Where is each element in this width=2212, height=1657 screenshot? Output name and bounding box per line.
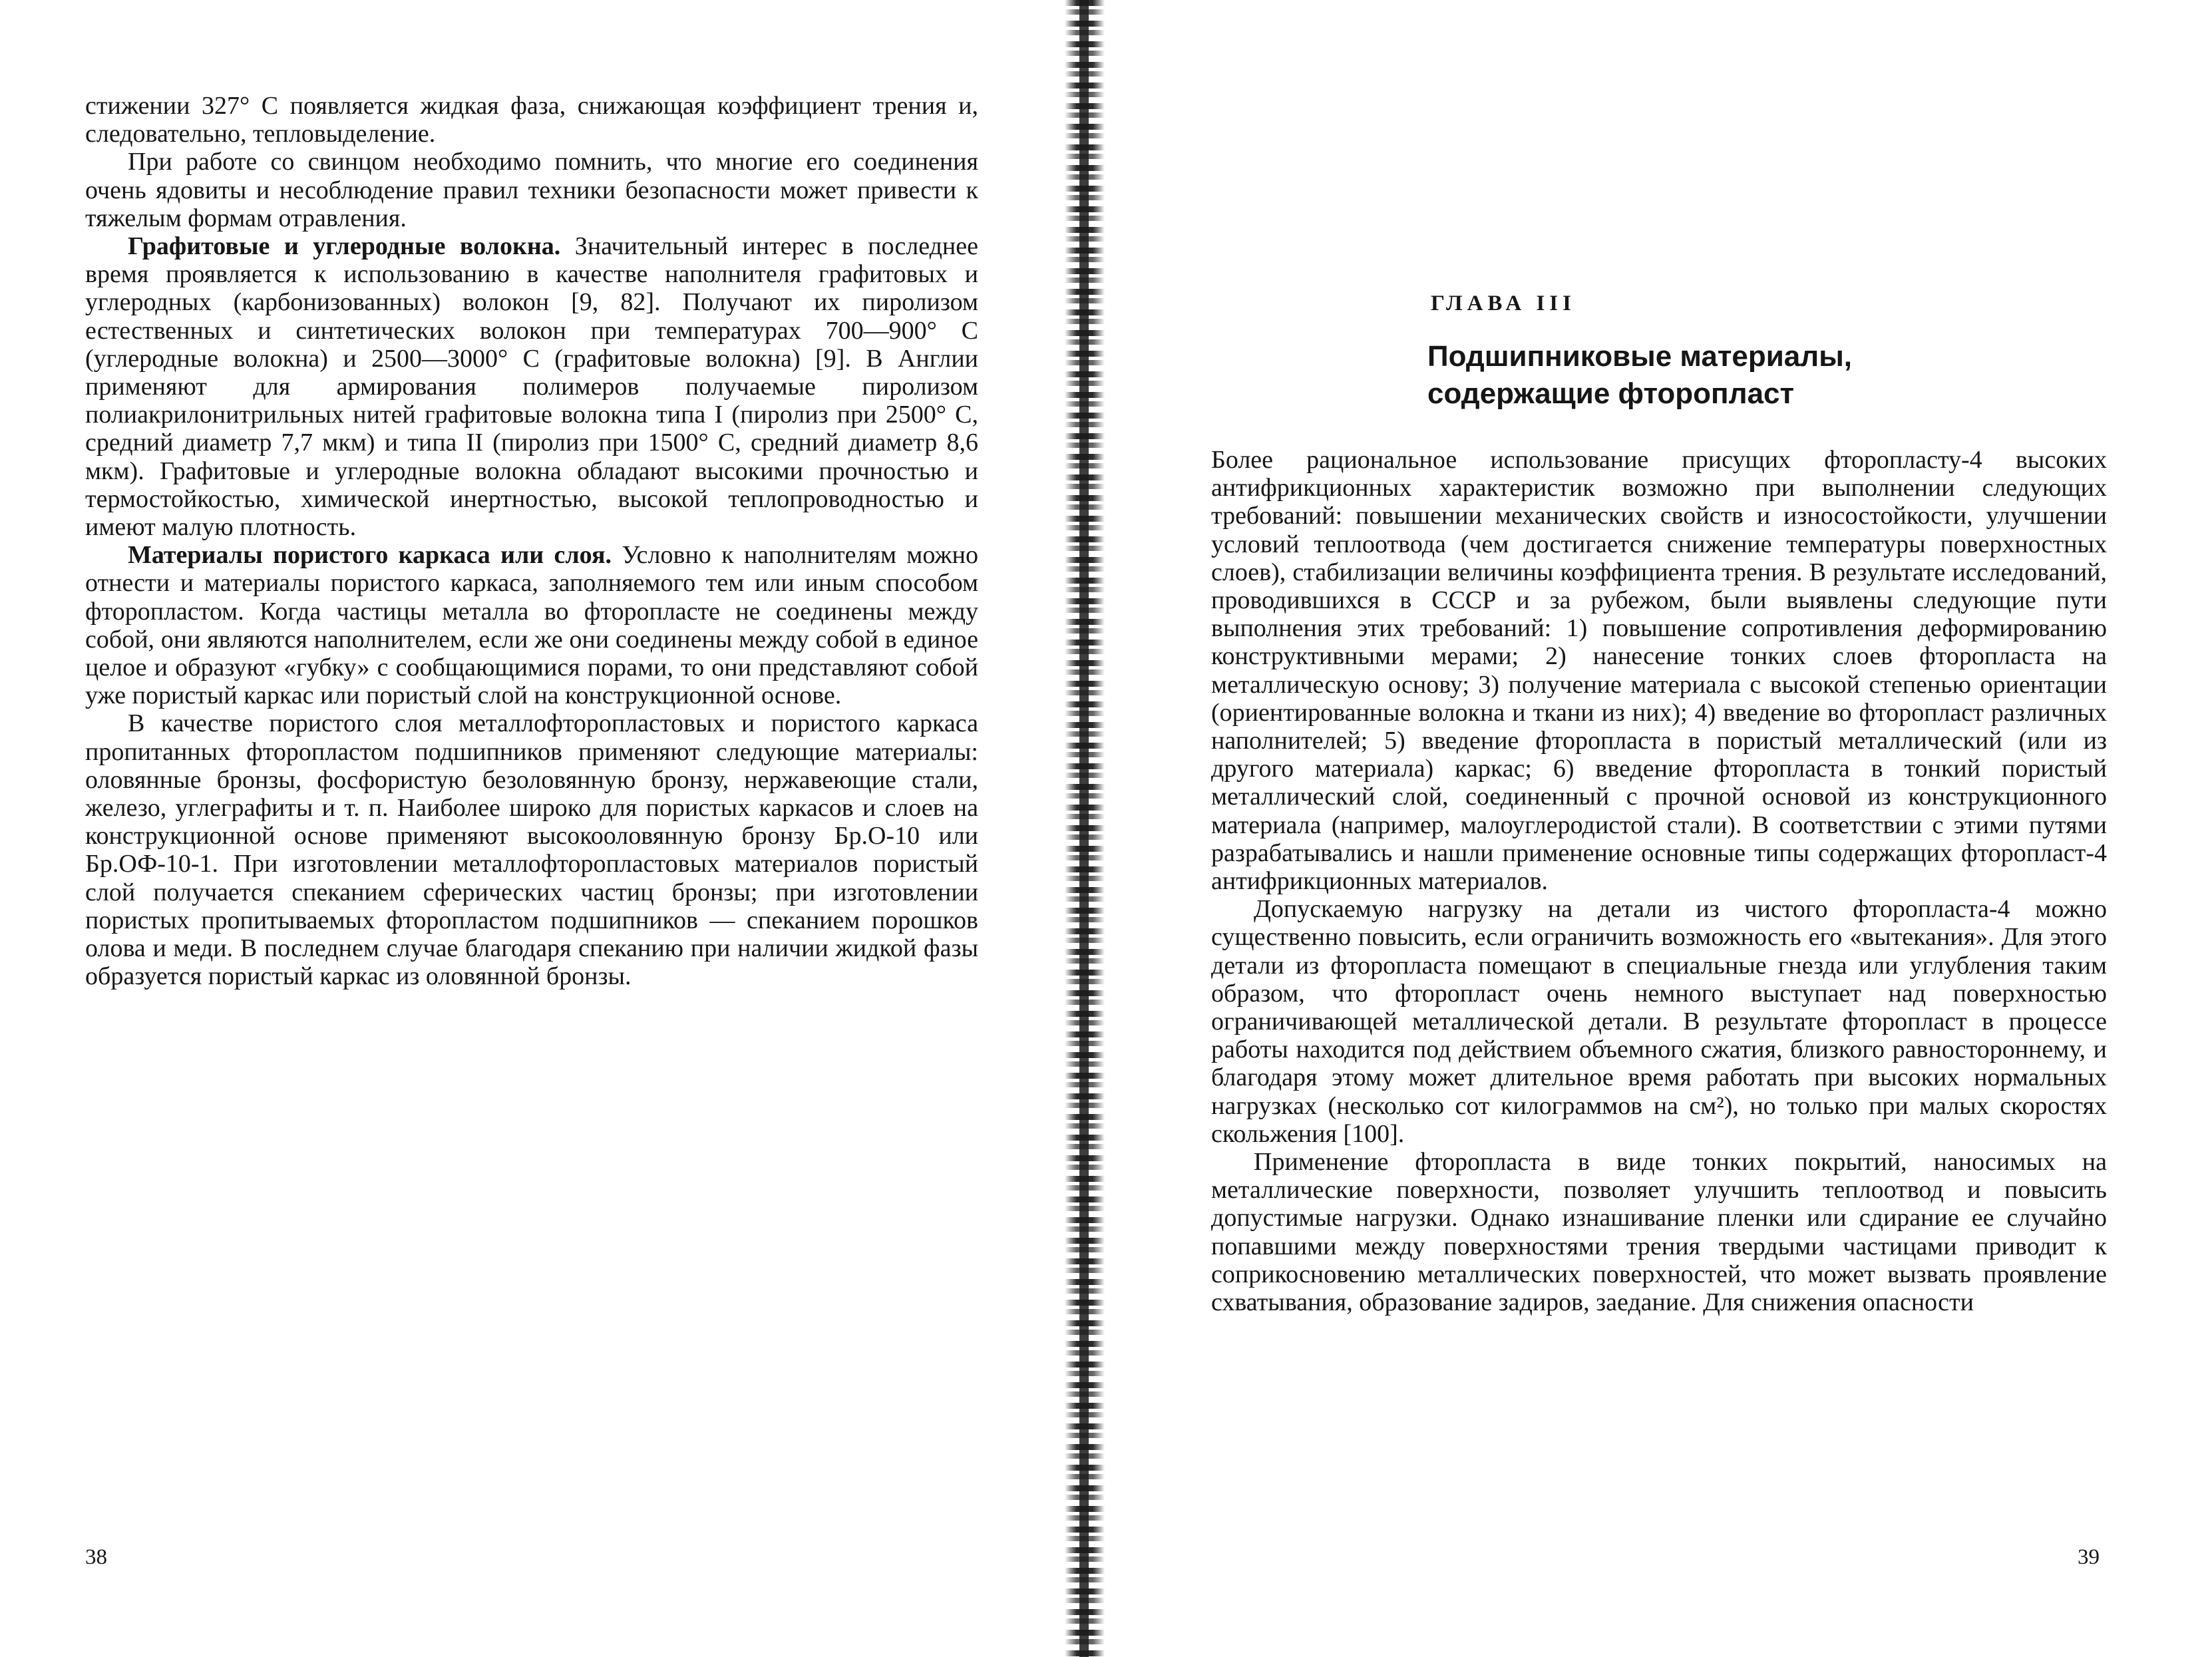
paragraph-heading: Материалы пористого каркаса или слоя. bbox=[128, 541, 612, 570]
left-paragraph-5: В качестве пористого слоя металлофторопластовых и пористого каркаса пропитанных фторопластом подшипников применяют следующие материалы: оловянные бронзы, фосфористую безоловянную бронзу, нержавеющие стали, железо, углеграфиты и т. п. Наиболее широко для пористых каркасов и слоев на конструкционной основе применяют высокооловянную бронзу Бр.О-10 или Бр.ОФ-10-1. При изготовлении металлофторопластовых материалов пористый слой получается спеканием сферических частиц бронзы; при изготовлении пористых пропитываемых фторопластом подшипников — спеканием порошков олова и меди. В последнем случае благодаря спеканию при наличии жидкой фазы образуется пористый каркас из оловянной бронзы. bbox=[85, 709, 978, 991]
left-paragraph-4: Материалы пористого каркаса или слоя. Условно к наполнителям можно отнести и материалы пористого каркаса, заполняемого тем или иным способом фторопластом. Когда частицы металла во фторопласте не соединены между собой, они являются наполнителем, если же они соединены между собой в единое целое и образуют «губку» с сообщающимися порами, то они представляют собой уже пористый каркас или пористый слой на конструкционной основе. bbox=[85, 541, 978, 710]
left-page bbox=[0, 0, 1065, 1657]
left-paragraph-1: стижении 327° С появляется жидкая фаза, снижающая коэффициент трения и, следовательно, тепловыделение. bbox=[85, 92, 978, 148]
page-number-left: 38 bbox=[85, 1545, 107, 1569]
chapter-title-line-2: содержащие фторопласт bbox=[1427, 377, 1795, 410]
right-paragraph-1: Более рациональное использование присущих фторопласту-4 высоких антифрикционных характеристик возможно при выполнении следующих требований: повышении механических свойств и износостойкости, улучшении условий теплоотвода (чем достигается снижение температуры поверхностных слоев), стабилизации величины коэффициента трения. В результате исследований, проводившихся в СССР и за рубежом, были выявлены следующие пути выполнения этих требований: 1) повышение сопротивления деформированию конструктивными мерами; 2) нанесение тонких слоев фторопласта на металлическую основу; 3) получение материала с высокой степенью ориентации (ориентированные волокна и ткани из них); 4) введение во фторопласт различных наполнителей; 5) введение фторопласта в пористый металлический (или из другого материала) каркас; 6) введение фторопласта в тонкий пористый металлический слой, соединенный с прочной основой из конструкционного материала (например, малоуглеродистой стали). В соответствии с этими путями разрабатывались и нашли применение основные типы содержащих фторопласт-4 антифрикционных материалов. bbox=[1211, 446, 2107, 896]
chapter-label: ГЛАВА III bbox=[1431, 291, 1576, 315]
page-number-right: 39 bbox=[2078, 1545, 2100, 1569]
book-spine-gutter bbox=[1079, 0, 1089, 1657]
right-paragraph-2: Допускаемую нагрузку на детали из чистого фторопласта-4 можно существенно повысить, если ограничить возможность его «вытекания». Для этого детали из фторопласта помещают в специальные гнезда или углубления таким образом, что фторопласт очень немного выступает над поверхностью ограничивающей металлической детали. В результате фторопласт в процессе работы находится под действием объемного сжатия, близкого равностороннему, и благодаря этому может длительное время работать при высоких нормальных нагрузках (несколько сот килограммов на см²), но только при малых скоростях скольжения [100]. bbox=[1211, 895, 2107, 1148]
chapter-title bbox=[1427, 338, 2093, 413]
paragraph-heading: Графитовые и углеродные волокна. bbox=[128, 232, 561, 261]
left-page-text bbox=[85, 92, 978, 991]
left-paragraph-2: При работе со свинцом необходимо помнить, что многие его соединения очень ядовиты и несоблюдение правил техники безопасности может привести к тяжелым формам отравления. bbox=[85, 148, 978, 232]
left-paragraph-3: Графитовые и углеродные волокна. Значительный интерес в последнее время проявляется к использованию в качестве наполнителя графитовых и углеродных (карбонизованных) волокон [9, 82]. Получают их пиролизом естественных и синтетических волокон при температурах 700—900° С (углеродные волокна) и 2500—3000° С (графитовые волокна) [9]. В Англии применяют для армирования полимеров получаемые пиролизом полиакрилонитрильных нитей графитовые волокна типа I (пиролиз при 2500° С, средний диаметр 7,7 мкм) и типа II (пиролиз при 1500° С, средний диаметр 8,6 мкм). Графитовые и углеродные волокна обладают высокими прочностью и термостойкостью, химической инертностью, высокой теплопроводностью и имеют малую плотность. bbox=[85, 232, 978, 542]
chapter-title-line-1: Подшипниковые материалы, bbox=[1427, 340, 1853, 373]
right-paragraph-3: Применение фторопласта в виде тонких покрытий, наносимых на металлические поверхности, позволяет улучшить теплоотвод и повысить допустимые нагрузки. Однако изнашивание пленки или сдирание ее случайно попавшими между поверхностями трения твердыми частицами приводит к соприкосновению металлических поверхностей, что может вызвать проявление схватывания, образование задиров, заедание. Для снижения опасности bbox=[1211, 1148, 2107, 1317]
right-page-text bbox=[1211, 446, 2107, 1316]
